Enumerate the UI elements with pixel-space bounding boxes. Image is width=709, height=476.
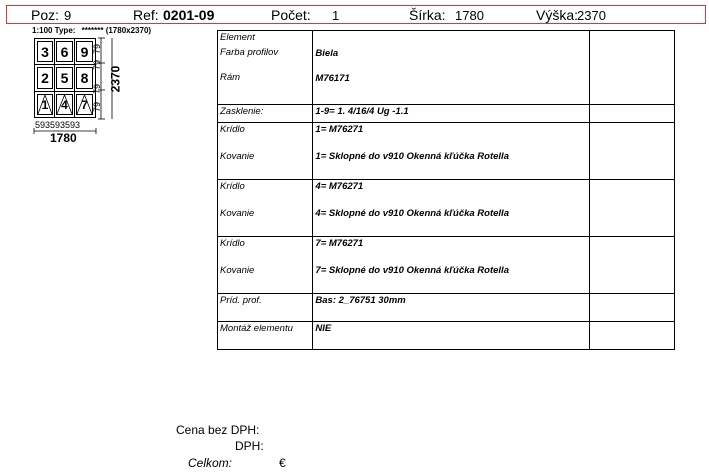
kridlo-value: 4= M76271 — [315, 181, 364, 192]
kovanie-value: 7= Sklopné do v910 Okenná kľúčka Rotella — [315, 265, 509, 276]
kovanie-label: Kovanie — [220, 208, 255, 219]
value-cell — [313, 237, 589, 294]
pane-5: 5 — [56, 67, 73, 89]
vyska-value: 2370 — [577, 8, 606, 23]
montaz-label: Montáž elementu — [218, 322, 313, 350]
scale-label: 1:100 Type: — [32, 26, 76, 35]
spec-table — [217, 30, 675, 350]
pane-4 — [56, 94, 73, 115]
cena-bez-dph-label: Cena bez DPH: — [176, 423, 260, 437]
pocet-label: Počet: — [271, 7, 311, 23]
dph-label: DPH: — [235, 439, 264, 453]
header-bar — [6, 5, 706, 24]
poz-value: 9 — [64, 8, 72, 23]
dim-small: 79 — [92, 59, 103, 71]
ref-label: Ref: — [133, 7, 159, 23]
table-row — [218, 237, 675, 294]
pane-2: 2 — [37, 67, 53, 89]
kridlo-label: Krídlo — [220, 238, 245, 249]
pane-8: 8 — [76, 67, 93, 89]
prid-value: Bas: 2_76751 30mm — [313, 294, 589, 322]
zasklenie-value: 1-9= 1. 4/16/4 Ug -1.1 — [313, 105, 589, 123]
kridlo-label: Krídlo — [220, 124, 245, 135]
farba-value: Biela — [315, 48, 339, 59]
sirka-label: Šírka: — [409, 7, 446, 23]
kridlo-value: 7= M76271 — [315, 238, 364, 249]
value-cell — [313, 123, 589, 180]
dim-small: 79 — [92, 101, 103, 113]
pane-label: 7 — [81, 97, 88, 112]
window-drawing — [34, 38, 96, 118]
col-divider — [54, 39, 55, 117]
kovanie-label: Kovanie — [220, 265, 255, 276]
pane-label: 1 — [41, 97, 49, 112]
label-cell — [218, 123, 313, 180]
kridlo-label: Krídlo — [220, 181, 245, 192]
empty-cell — [589, 322, 674, 350]
table-row — [218, 105, 675, 123]
kovanie-label: Kovanie — [220, 151, 255, 162]
pane-7 — [76, 94, 93, 115]
prid-label: Príd. prof. — [218, 294, 313, 322]
table-row — [218, 294, 675, 322]
dim-small: 79 — [92, 83, 103, 95]
col-divider — [74, 39, 75, 117]
empty-cell — [589, 180, 674, 237]
pane-label: 4 — [61, 97, 68, 112]
zasklenie-label: Zasklenie: — [218, 105, 313, 123]
value-cell — [313, 180, 589, 237]
bottom-small-dims: 593593593 — [35, 120, 81, 130]
ram-value: M76171 — [315, 73, 350, 84]
celkom-label: Celkom: — [188, 456, 233, 470]
label-cell — [218, 237, 313, 294]
type-label: ******* (1780x2370) — [81, 26, 152, 35]
pocet-value: 1 — [332, 8, 340, 23]
ref-value: 0201-09 — [163, 7, 215, 23]
empty-cell — [589, 294, 674, 322]
vyska-label: Výška: — [536, 7, 579, 23]
empty-cell — [589, 105, 674, 123]
label-cell — [218, 180, 313, 237]
table-row — [218, 31, 675, 105]
empty-cell — [589, 123, 674, 180]
row-divider — [35, 64, 95, 65]
table-row — [218, 322, 675, 350]
scale-type-text — [32, 26, 151, 35]
dim-small: 79 — [92, 43, 103, 55]
width-value: 1780 — [50, 131, 77, 145]
table-row — [218, 180, 675, 237]
empty-cell — [589, 237, 674, 294]
kovanie-value: 1= Sklopné do v910 Okenná kľúčka Rotella — [315, 151, 509, 162]
kridlo-value: 1= M76271 — [315, 124, 364, 135]
element-label: Element — [220, 32, 255, 43]
pane-3: 3 — [37, 41, 53, 62]
kovanie-value: 4= Sklopné do v910 Okenná kľúčka Rotella — [315, 208, 509, 219]
sirka-value: 1780 — [455, 8, 484, 23]
montaz-value: NIE — [313, 322, 589, 350]
pane-9: 9 — [76, 41, 93, 62]
pane-6: 6 — [56, 41, 73, 62]
empty-cell — [589, 31, 674, 105]
label-cell — [218, 31, 313, 105]
ram-label: Rám — [220, 72, 241, 83]
row-divider — [35, 91, 95, 92]
pane-1 — [37, 94, 53, 115]
poz-label: Poz: — [31, 7, 60, 23]
height-value: 2370 — [108, 65, 123, 93]
value-cell — [313, 31, 589, 105]
currency-symbol: € — [279, 456, 286, 470]
table-row — [218, 123, 675, 180]
farba-label: Farba profilov — [220, 47, 279, 58]
